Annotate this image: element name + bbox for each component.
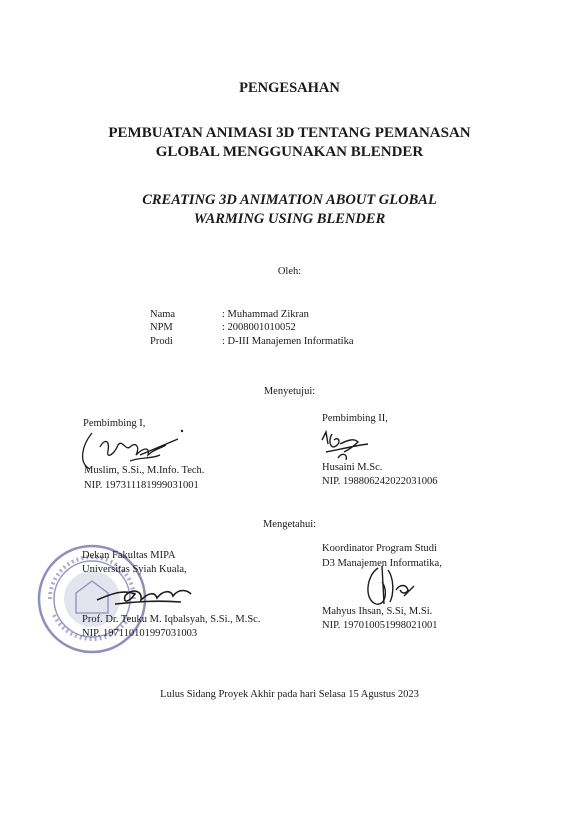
mengetahui-label: Mengetahui: [262,519,317,530]
coordinator-nip: NIP. 197010051998021001 [322,620,438,631]
oleh-label: Oleh: [277,266,302,277]
supervisor2-name: Husaini M.Sc. [322,462,383,473]
student-value-npm: : 2008001010052 [222,322,296,333]
dean-role-line1: Dekan Fakultas MIPA [82,550,176,561]
supervisor1-role: Pembimbing I, [83,418,146,429]
student-label-npm: NPM [150,322,173,333]
dean-nip: NIP. 197110101997031003 [82,628,198,639]
coordinator-signature [358,560,418,610]
dean-name: Prof. Dr. Teuku M. Iqbalsyah, S.Si., M.Sc. [82,614,261,625]
student-value-nama: : Muhammad Zikran [222,309,309,320]
supervisor2-role: Pembimbing II, [322,413,388,424]
page-heading: PENGESAHAN [239,80,340,96]
dean-role-line2: Universitas Syiah Kuala, [82,564,187,575]
student-value-prodi: : D-III Manajemen Informatika [222,336,354,347]
student-label-prodi: Prodi [150,336,173,347]
title-en-line2: WARMING USING BLENDER [193,211,386,227]
supervisor2-nip: NIP. 198806242022031006 [322,476,438,487]
graduation-statement: Lulus Sidang Proyek Akhir pada hari Selasa 15 Agustus 2023 [160,689,419,700]
dean-signature [95,582,195,612]
coordinator-name: Mahyus Ihsan, S.Si, M.Si. [322,606,433,617]
supervisor2-signature [318,430,388,466]
student-label-nama: Nama [150,309,176,320]
title-id-line1: PEMBUATAN ANIMASI 3D TENTANG PEMANASAN [108,125,471,141]
menyetujui-label: Menyetujui: [263,386,316,397]
coordinator-role-line1: Koordinator Program Studi [322,543,437,554]
title-en-line1: CREATING 3D ANIMATION ABOUT GLOBAL [142,192,437,208]
coordinator-role-line2: D3 Manajemen Informatika, [322,558,442,569]
supervisor1-nip: NIP. 197311181999031001 [84,480,199,491]
title-id-line2: GLOBAL MENGGUNAKAN BLENDER [155,144,424,160]
supervisor1-name: Muslim, S.Si., M.Info. Tech. [84,465,205,476]
